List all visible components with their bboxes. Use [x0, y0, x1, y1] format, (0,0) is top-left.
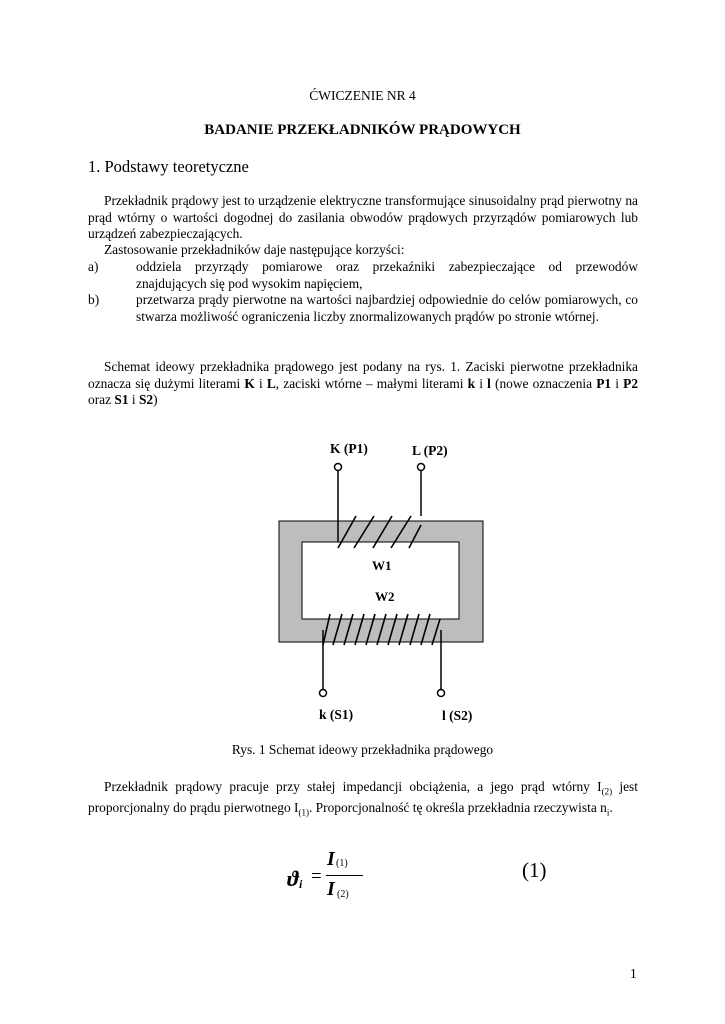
fraction-bar [326, 875, 363, 876]
label-W2: W2 [375, 589, 395, 604]
paragraph-benefits-intro: Zastosowanie przekładników daje następujące korzyści: [104, 242, 405, 257]
list-marker-a: a) [88, 259, 99, 274]
paragraph-ratio: Przekładnik prądowy pracuje przy stałej impedancji obciążenia, a jego prąd wtórny $I_{(2)}$ jest proporcjonalny do prądu pierwotnego $I_{(1)}$. Proporcjonalność tę określa przekładnia rzeczywista $n_i$. [88, 779, 638, 818]
terminal-l [438, 690, 445, 697]
ratio-formula [287, 848, 397, 908]
terminal-k [320, 690, 327, 697]
formula-theta: ϑ [287, 866, 299, 891]
terminal-K [335, 464, 342, 471]
exercise-number: ĆWICZENIE NR 4 [309, 88, 416, 103]
page-number: 1 [630, 966, 637, 981]
formula-num-sub: (1) [336, 858, 348, 869]
label-L-P2: L (P2) [412, 443, 448, 458]
list-item-b: przetwarza prądy pierwotne na wartości najbardziej odpowiednie do celów pomiarowych, co stwarza możliwość ograniczenia liczby znormalizowanych prądów po stronie wtórnej. [136, 292, 638, 324]
figure-caption: Rys. 1 Schemat ideowy przekładnika prądowego [231, 742, 494, 757]
terminal-L [418, 464, 425, 471]
paragraph-schematic: Schemat ideowy przekładnika prądowego jest podany na rys. 1. Zaciski pierwotne przekładnika oznacza się dużymi literami K i L, zaciski wtórne – małymi literami k i l (nowe oznaczenia P1 i P2 oraz S1 i S2) [88, 359, 639, 407]
formula-denominator: I [327, 878, 335, 900]
list-item-a: oddziela przyrządy pomiarowe oraz przekaźniki zabezpieczające od przewodów znajdujących się pod wysokim napięciem, [136, 259, 638, 291]
label-W1: W1 [372, 558, 392, 573]
document-title: BADANIE PRZEKŁADNIKÓW PRĄDOWYCH [204, 122, 521, 138]
formula-den-sub: (2) [337, 889, 349, 900]
formula-lhs-sub: i [299, 877, 303, 891]
transformer-diagram [0, 430, 725, 730]
formula-equals: = [311, 866, 322, 887]
label-K-P1: K (P1) [330, 441, 368, 456]
magnetic-core [279, 521, 483, 642]
label-l-S2: l (S2) [442, 708, 473, 723]
section-title: 1. Podstawy teoretyczne [88, 157, 249, 176]
list-marker-b: b) [88, 292, 100, 307]
formula-numerator: I [327, 848, 335, 870]
label-k-S1: k (S1) [319, 707, 354, 722]
paragraph-definition: Przekładnik prądowy jest to urządzenie elektryczne transformujące sinusoidalny prąd pierwotny na prąd wtórny o wartości dogodnej do zasilania obwodów prądowych przyrządów pomiarowych lub urządzeń zabezpieczających. [88, 193, 638, 241]
equation-number: (1) [522, 858, 547, 882]
